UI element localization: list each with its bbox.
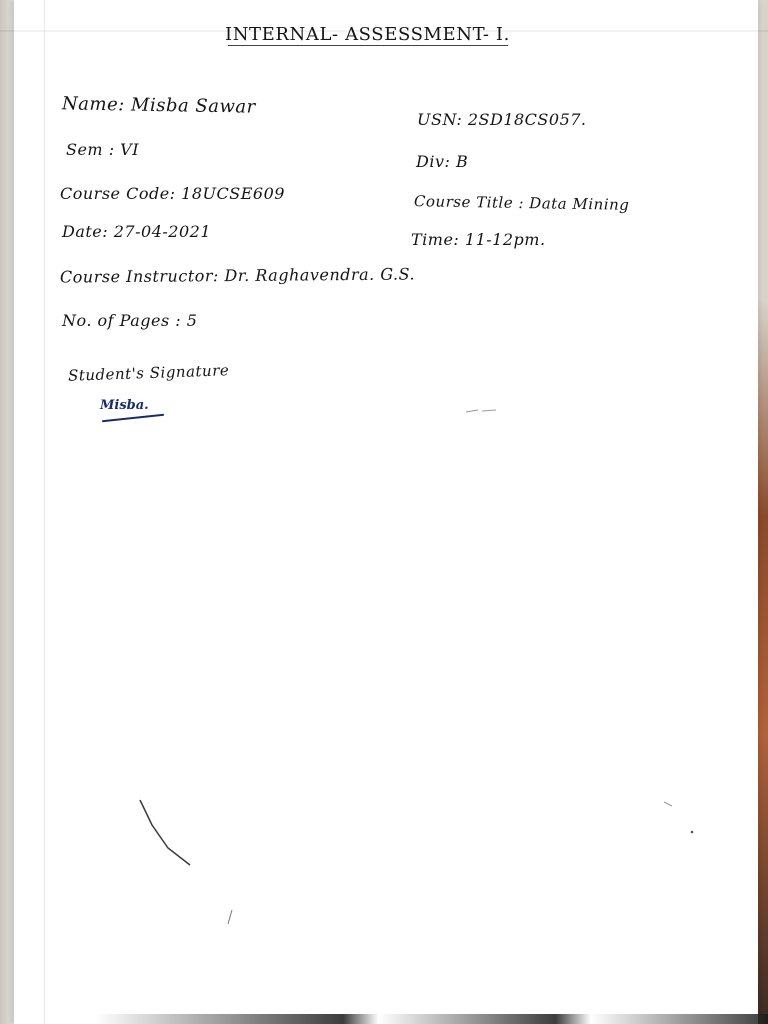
div-field: Div: B: [416, 152, 469, 171]
stray-tick: [664, 802, 672, 806]
course-instructor-field: Course Instructor: Dr. Raghavendra. G.S.: [59, 264, 416, 287]
course-code-field: Course Code: 18UCSE609: [60, 184, 285, 203]
pages-field: No. of Pages : 5: [62, 311, 198, 330]
stray-dash: [466, 410, 496, 412]
time-field: Time: 11-12pm.: [411, 230, 546, 249]
usn-field: USN: 2SD18CS057.: [417, 110, 587, 129]
signature-label: Student's Signature: [67, 361, 230, 385]
name-field: Name: Misba Sawar: [61, 93, 256, 118]
student-signature: Misba.: [100, 398, 149, 413]
page-title: INTERNAL- ASSESSMENT- I.: [225, 24, 510, 45]
sem-field: Sem : VI: [66, 140, 140, 159]
bottom-edge-shadow: [60, 1014, 768, 1024]
course-title-field: Course Title : Data Mining: [413, 192, 630, 214]
stray-pen-tick: [228, 910, 232, 924]
stray-dot: [691, 831, 694, 834]
stray-pen-stroke: [140, 800, 190, 865]
date-field: Date: 27-04-2021: [62, 222, 211, 241]
